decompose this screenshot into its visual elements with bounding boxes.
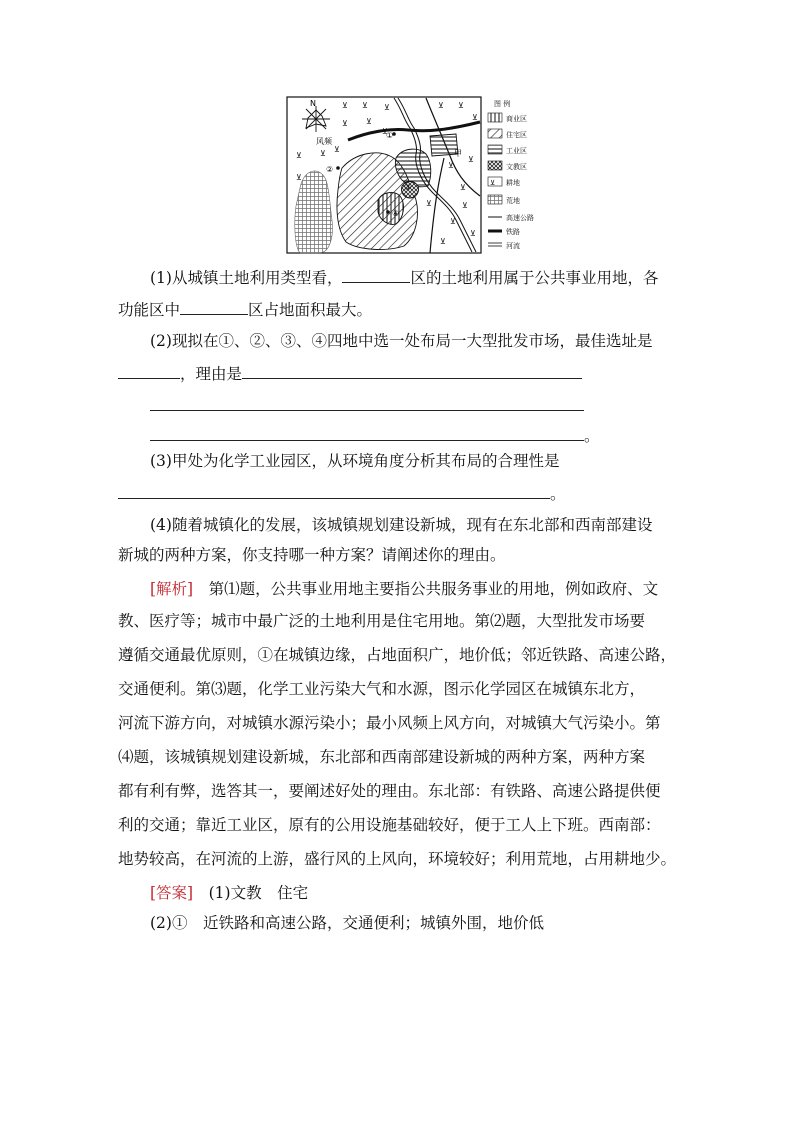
svg-text:⊻: ⊻ [296, 151, 302, 160]
marker-4: ④ [392, 209, 400, 218]
marker-3: ③ [404, 183, 412, 192]
q1-blank-2[interactable] [180, 296, 248, 315]
analysis-line-7: 都有利有弊，选答其一，要阐述好处的理由。东北部：有铁路、高速公路提供便 [118, 782, 661, 800]
q3-line-1: (3)甲处为化学工业园区，从环境角度分析其布局的合理性是 [150, 452, 560, 470]
town-land-use-map [286, 96, 554, 254]
svg-text:⊻: ⊻ [460, 183, 466, 192]
svg-text:⊻: ⊻ [334, 145, 340, 154]
legend-education: 文教区 [506, 163, 527, 171]
svg-text:⊻: ⊻ [448, 161, 454, 170]
answer-line-1: [答案] (1)文教 住宅 [150, 884, 309, 902]
q3-line-2: 。 [118, 480, 566, 506]
q3-blank[interactable] [118, 480, 550, 499]
q2-line-3 [150, 392, 584, 418]
svg-text:⊻: ⊻ [490, 179, 496, 187]
svg-text:⊻: ⊻ [362, 101, 368, 110]
svg-text:⊻: ⊻ [470, 229, 476, 238]
svg-text:⊻: ⊻ [384, 103, 390, 112]
legend-industrial: 工业区 [506, 147, 527, 155]
q4-line-2: 新城的两种方案，你支持哪一种方案？请阐述你的理由。 [118, 546, 506, 564]
svg-text:⊻: ⊻ [320, 149, 326, 158]
legend-river: 河流 [506, 242, 520, 250]
q1-blank-1[interactable] [342, 264, 410, 283]
q2-blank-reason-1[interactable] [242, 360, 582, 379]
analysis-line-5: 河流下游方向，对城镇水源污染小；最小风频上风方向，对城镇大气污染小。第 [118, 714, 661, 732]
legend [488, 99, 534, 250]
svg-text:⊻: ⊻ [366, 117, 372, 126]
analysis-line-6: ⑷题，该城镇规划建设新城，东北部和西南部建设新城的两种方案，两种方案 [118, 748, 646, 766]
q2-line-2: ，理由是 [118, 360, 582, 386]
svg-text:⊻: ⊻ [440, 237, 446, 246]
svg-text:⊻: ⊻ [342, 119, 348, 128]
q4-line-1: (4)随着城镇化的发展，该城镇规划建设新城，现有在东北部和西南部建设 [150, 516, 653, 534]
jia-label: 甲 [454, 149, 462, 158]
svg-text:⊻: ⊻ [458, 101, 464, 110]
legend-expressway: 高速公路 [506, 214, 534, 222]
legend-residential: 住宅区 [506, 131, 527, 139]
wind-label: 风频 [316, 137, 332, 146]
svg-text:⊻: ⊻ [462, 201, 468, 210]
analysis-line-8: 利的交通；靠近工业区，原有的公用设施基础较好，便于工人上下班。西南部： [118, 816, 661, 834]
marker-1: ① [386, 131, 394, 140]
legend-commercial: 商业区 [506, 115, 527, 123]
legend-wasteland: 荒地 [506, 197, 520, 205]
legend-railway: 铁路 [506, 228, 520, 236]
svg-text:⊻: ⊻ [296, 173, 302, 182]
svg-text:⊻: ⊻ [438, 101, 444, 110]
q2-blank-reason-3[interactable] [150, 422, 584, 441]
svg-text:⊻: ⊻ [468, 155, 474, 164]
svg-text:⊻: ⊻ [472, 113, 478, 122]
analysis-line-4: 交通便利。第⑶题，化学工业污染大气和水源，图示化学园区在城镇东北方， [118, 680, 646, 698]
answer-tag: [答案] [150, 884, 194, 902]
analysis-tag: [解析] [150, 580, 194, 598]
svg-text:⊻: ⊻ [342, 101, 348, 110]
q2-line-4: 。 [150, 422, 600, 448]
analysis-line-9: 地势较高，在河流的上游，盛行风的上风向，环境较好；利用荒地，占用耕地少。 [118, 850, 677, 868]
q2-blank-reason-2[interactable] [150, 392, 584, 411]
marker-2: ② [326, 165, 334, 174]
q1-line-1: (1)从城镇土地利用类型看， 区的土地利用属于公共事业用地，各 [150, 264, 658, 290]
commercial-area [378, 193, 403, 225]
svg-text:⊻: ⊻ [450, 217, 456, 226]
legend-title: 图 例 [494, 100, 511, 108]
answer-line-2: (2)① 近铁路和高速公路，交通便利；城镇外围，地价低 [150, 914, 544, 932]
q2-blank-site[interactable] [118, 360, 180, 379]
q2-line-1: (2)现拟在①、②、③、④四地中选一处布局一大型批发市场，最佳选址是 [150, 332, 653, 350]
analysis-line-2: 教、医疗等；城市中最广泛的土地利用是住宅用地。第⑵题，大型批发市场要 [118, 612, 646, 630]
north-label: N [310, 99, 316, 108]
svg-text:⊻: ⊻ [426, 199, 432, 208]
legend-farmland: 耕地 [506, 179, 520, 187]
analysis-line-1: [解析] 第⑴题，公共事业用地主要指公共服务事业的用地，例如政府、文 [150, 580, 659, 598]
svg-text:⊻: ⊻ [382, 127, 388, 136]
analysis-line-3: 遵循交通最优原则，①在城镇边缘，占地面积广，地价低；邻近铁路、高速公路， [118, 646, 677, 664]
q1-line-2: 功能区中 区占地面积最大。 [118, 296, 372, 322]
